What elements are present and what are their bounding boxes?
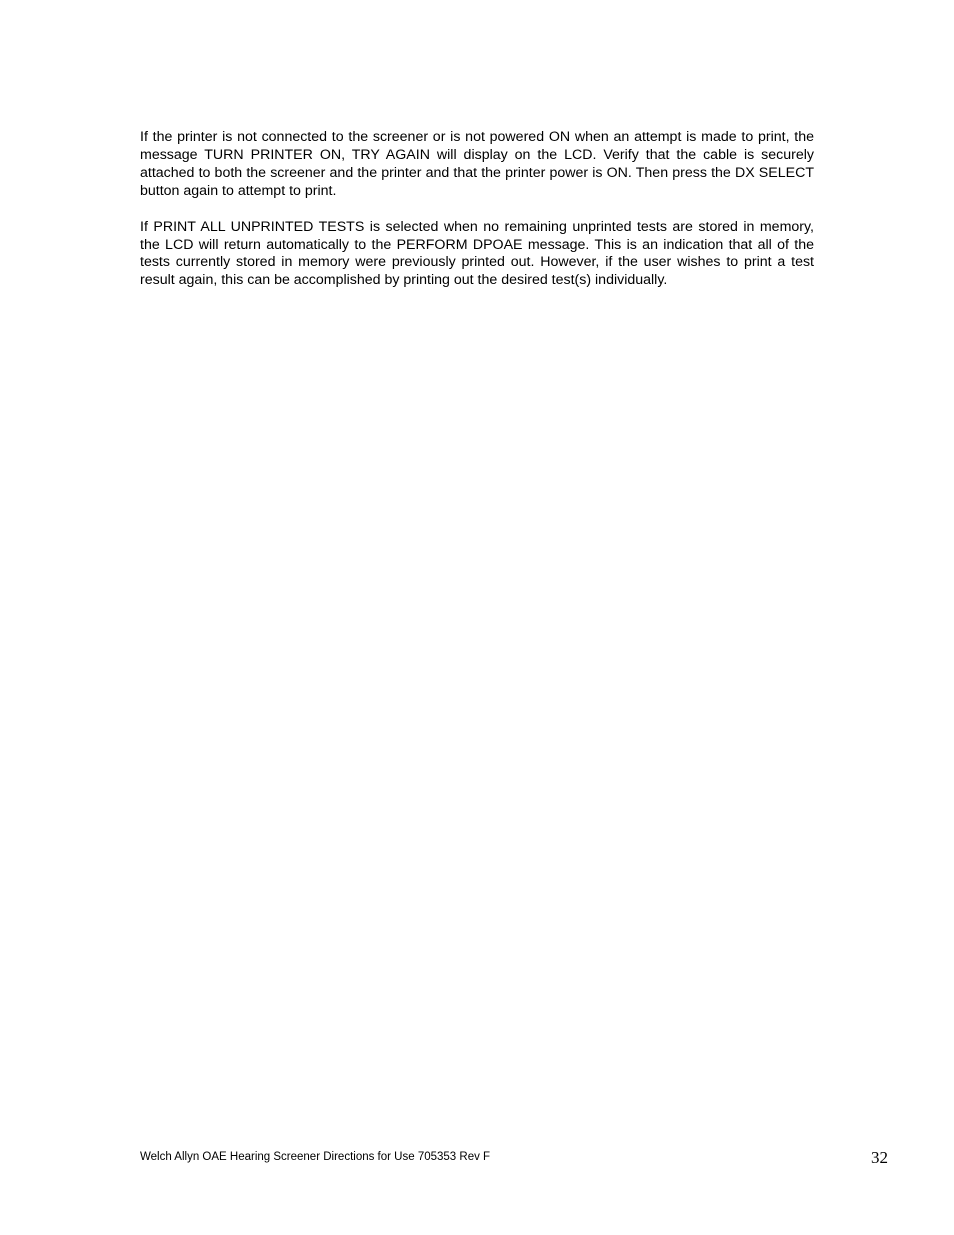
footer-document-title: Welch Allyn OAE Hearing Screener Directions for Use 705353 Rev F [140, 1151, 491, 1163]
body-text [140, 129, 814, 308]
print-all-unprinted-paragraph: If PRINT ALL UNPRINTED TESTS is selected when no remaining unprinted tests are stored in memory, the LCD will return automatically to the PERFORM DPOAE message. This is an indication that all of the tests currently stored in memory were previously printed out. However, if the user wishes to print a test result again, this can be accomplished by printing out the desired test(s) individually. [140, 218, 814, 289]
printer-not-connected-paragraph: If the printer is not connected to the screener or is not powered ON when an attempt is made to print, the message TURN PRINTER ON, TRY AGAIN will display on the LCD. Verify that the cable is securely attached to both the screener and the printer and that the printer power is ON. Then press the DX SELECT button again to attempt to print. [140, 129, 814, 199]
footer-page-number: 32 [871, 1148, 888, 1167]
